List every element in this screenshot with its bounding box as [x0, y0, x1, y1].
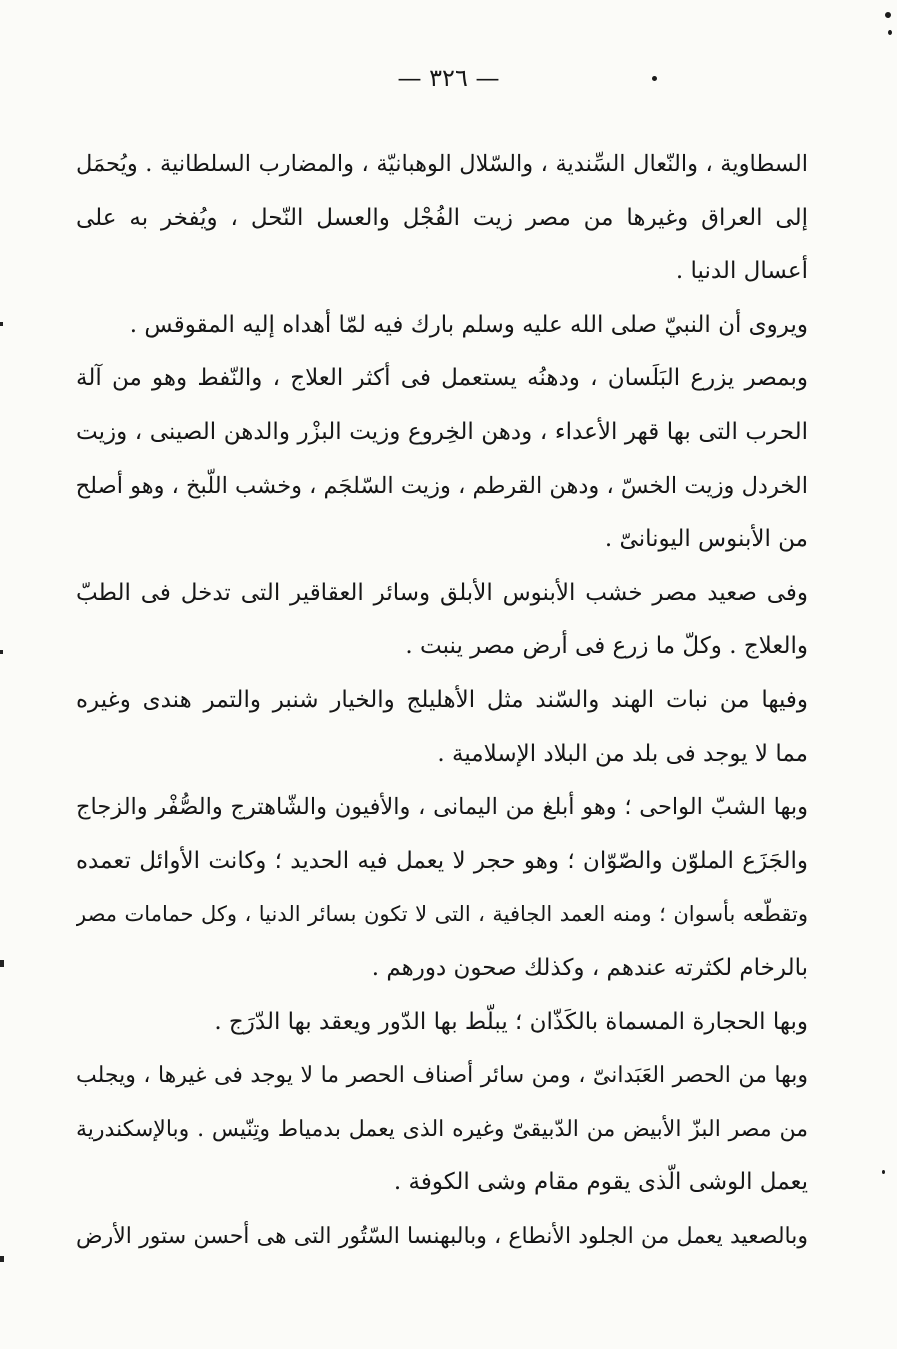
- text-line: والجَزَع الملوّن والصّوّان ؛ وهو حجر لا يعمل فيه الحديد ؛ وكانت الأوائل تعمده: [76, 847, 808, 874]
- text-line: مما لا يوجد فى بلد من البلاد الإسلامية .: [437, 740, 808, 767]
- text-line: بالرخام لكثرته عندهم ، وكذلك صحون دورهم .: [371, 954, 808, 981]
- text-line: أعسال الدنيا .: [675, 258, 808, 285]
- binding-mark: [0, 650, 3, 654]
- text-line: إلى العراق وغيرها من مصر زيت الفُجْل والعسل النّحل ، ويُفخر به على: [76, 204, 808, 231]
- text-line: الحرب التى بها قهر الأعداء ، ودهن الخِروع وزيت البزْر والدهن الصينى ، وزيت: [76, 418, 808, 445]
- text-line: وتقطّعه بأسوان ؛ ومنه العمد الجافية ، التى لا تكون بسائر الدنيا ، وكل حمامات مصر: [76, 902, 808, 927]
- text-line: وبها الشبّ الواحى ؛ وهو أبلغ من اليمانى ، والأفيون والشّاهترج والصُّفْر والزجاج: [76, 794, 808, 821]
- text-line: وبها الحجارة المسماة بالكَذّان ؛ يبلّط بها الدّور ويعقد بها الدّرَج .: [214, 1008, 808, 1035]
- text-line: يعمل الوشى الّذى يقوم مقام وشى الكوفة .: [393, 1169, 808, 1196]
- scan-speck: [652, 76, 657, 81]
- text-line: وبها من الحصر العَبَدانىّ ، ومن سائر أصناف الحصر ما لا يوجد فى غيرها ، ويجلب: [76, 1063, 808, 1089]
- text-line: وفى صعيد مصر خشب الأبنوس الأبلق وسائر العقاقير التى تدخل فى الطبّ: [76, 579, 808, 606]
- scan-speck: [888, 30, 892, 35]
- binding-mark: [0, 1256, 4, 1262]
- scan-speck: [885, 12, 891, 18]
- scan-speck: [882, 1170, 885, 1174]
- text-line: الخردل وزيت الخسّ ، ودهن القرطم ، وزيت السّلجَم ، وخشب اللّبخ ، وهو أصلح: [76, 472, 808, 499]
- text-line: والعلاج . وكلّ ما زرع فى أرض مصر ينبت .: [405, 633, 808, 660]
- text-line: ويروى أن النبيّ صلى الله عليه وسلم بارك فيه لمّا أهداه إليه المقوقس .: [129, 311, 808, 338]
- binding-mark: [0, 960, 4, 967]
- body-text: [76, 138, 808, 1263]
- text-line: وبمصر يزرع البَلَسان ، ودهنُه يستعمل فى أكثر العلاج ، والنّفط وهو من آلة: [76, 365, 808, 392]
- text-line: من مصر البزّ الأبيض من الدّبيقىّ وغيره الذى يعمل بدمياط وتِنّيس . وبالإسكندرية: [76, 1116, 808, 1142]
- binding-mark: [0, 322, 3, 326]
- text-line: من الأبنوس اليونانىّ .: [604, 526, 808, 553]
- text-line: وبالصعيد يعمل من الجلود الأنطاع ، وبالبهنسا السّتُور التى هى أحسن ستور الأرض: [76, 1223, 808, 1249]
- text-line: السطاوية ، والنّعال السِّندية ، والسّلال الوهبانيّة ، والمضارب السلطانية . ويُحمَل: [76, 151, 808, 177]
- text-line: وفيها من نبات الهند والسّند مثل الأهليلج والخيار شنبر والتمر هندى وغيره: [76, 686, 808, 713]
- page-number: — ٣٢٦ —: [397, 64, 500, 92]
